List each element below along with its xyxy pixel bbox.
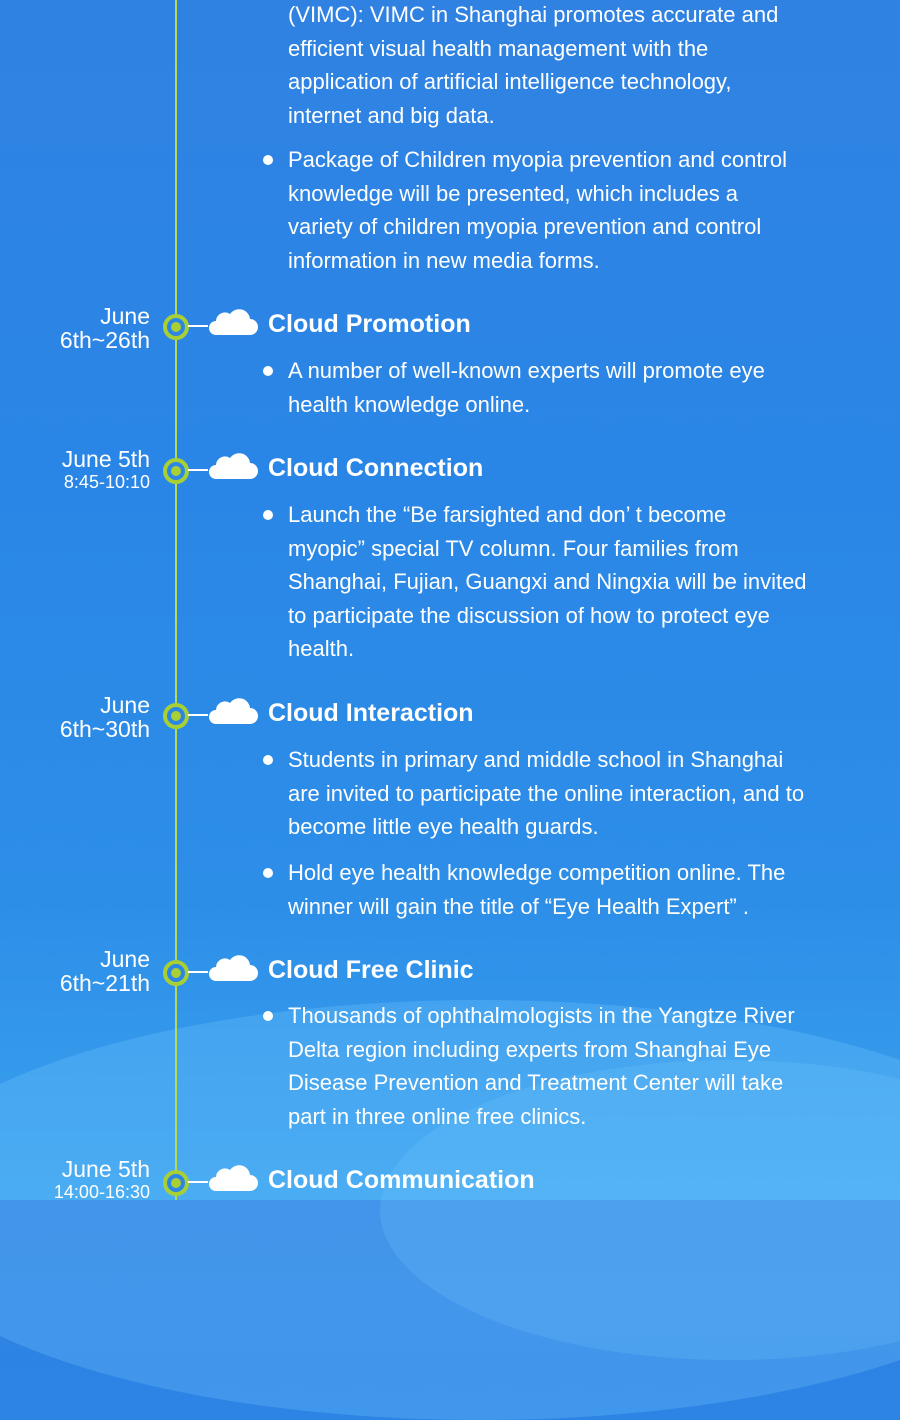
node-connector [188,469,208,471]
cloud-icon [206,951,258,983]
bullet-line: Thousands of ophthalmologists in the Yangtze River [288,1003,795,1028]
bullet-line: health. [288,636,355,661]
event-date [0,447,150,493]
bullet-dot-icon [263,155,273,165]
intro-line: internet and big data. [288,102,495,128]
event-date-line: 6th~26th [59,327,150,353]
bullet-dot-icon [263,1011,273,1021]
bullet-line: variety of children myopia prevention and control [288,214,762,239]
bullet-line: A number of well-known experts will promote eye [288,358,765,383]
bullet-line: are invited to participate the online interaction, and to [288,780,805,806]
bullet-line: information in new media forms. [288,247,600,273]
event-date [0,693,150,741]
bullet-line: become little eye health guards. [288,814,599,839]
event-title: Cloud Promotion [268,310,471,338]
event-bullet [288,743,858,844]
event-bullet [288,354,858,421]
event-date-line: June [100,692,150,718]
timeline-node-icon [163,458,189,484]
event-bullet [288,856,858,923]
event-date-line: June 5th [61,1156,150,1182]
timeline-line [175,0,177,1200]
event-bullet [288,498,858,666]
node-connector [188,325,208,327]
bullet-line: Hold eye health knowledge competition online. The [288,860,786,885]
event-date-line: June [100,946,150,972]
event-title: Cloud Free Clinic [268,956,474,984]
cloud-icon [206,694,258,726]
cloud-icon [206,1161,258,1193]
timeline-node-icon [163,314,189,340]
event-bullet [288,999,858,1133]
event-date-line: June [100,303,150,329]
event-date-line: 8:45-10:10 [63,472,150,492]
bullet-line: Students in primary and middle school in Shanghai [288,747,784,772]
event-title: Cloud Interaction [268,699,474,727]
event-title: Cloud Connection [268,454,484,482]
bullet-line: part in three online free clinics. [288,1103,587,1129]
bullet-line: Delta region including experts from Shanghai Eye [288,1036,772,1062]
event-date [0,947,150,995]
bullet-dot-icon [263,868,273,878]
bullet-line: winner will gain the title of “Eye Health Expert” . [288,893,749,919]
event-date-line: 6th~21th [59,970,150,996]
event-date-line: June 5th [61,446,150,472]
bullet-line: Package of Children myopia prevention and control [288,147,787,172]
bullet-line: myopic” special TV column. Four families from [288,535,739,561]
bullet-line: knowledge will be presented, which includes a [288,180,739,206]
cloud-icon [206,305,258,337]
intro-line: (VIMC): VIMC in Shanghai promotes accurate and [288,2,779,27]
event-date-line: 14:00-16:30 [53,1182,150,1202]
event-date [0,304,150,352]
timeline-node-icon [163,960,189,986]
bullet-line: Shanghai, Fujian, Guangxi and Ningxia will be invited [288,569,807,594]
intro-line: efficient visual health management with the [288,35,709,61]
timeline-node-icon [163,703,189,729]
bullet-dot-icon [263,510,273,520]
intro-bullet [288,143,858,277]
node-connector [188,714,208,716]
event-title: Cloud Communication [268,1166,535,1194]
intro-line: application of artificial intelligence technology, [288,69,732,94]
bullet-line: to participate the discussion of how to protect eye [288,602,770,628]
timeline-node-icon [163,1170,189,1196]
node-connector [188,1181,208,1183]
intro-paragraph [288,0,858,132]
bullet-line: Disease Prevention and Treatment Center will take [288,1070,784,1095]
bullet-line: health knowledge online. [288,391,531,417]
event-date-line: 6th~30th [59,716,150,742]
bullet-line: Launch the “Be farsighted and don’ t become [288,502,727,527]
event-date [0,1157,150,1203]
bullet-dot-icon [263,366,273,376]
bullet-dot-icon [263,755,273,765]
cloud-icon [206,449,258,481]
node-connector [188,971,208,973]
